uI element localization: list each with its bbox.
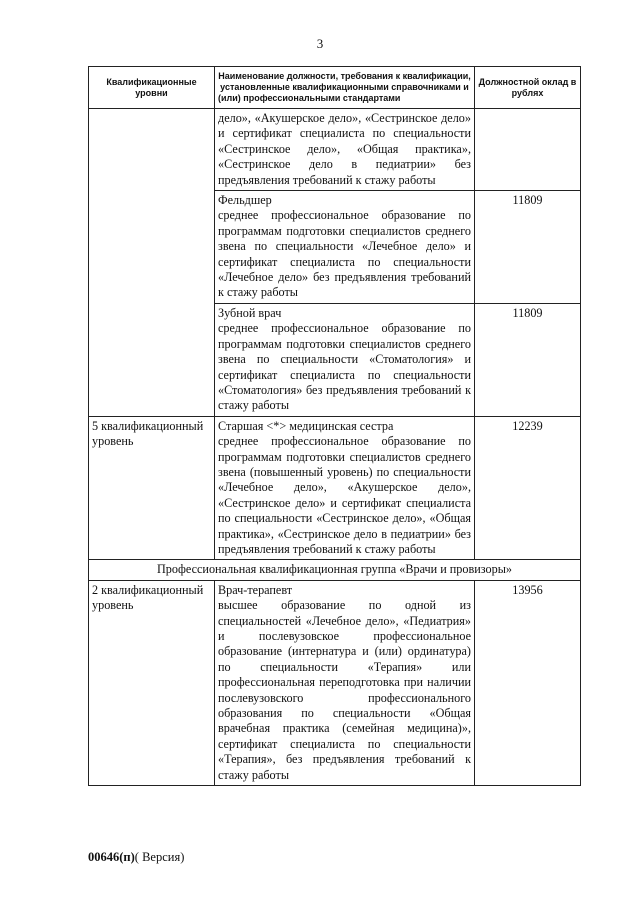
position-requirements: высшее образование по одной из специальностей «Лечебное дело», «Педиатрия» и послевузовское профессиональное образование (интернатура и (или) ординатура) по специальности «Терапия» или профессиональная переподготовка при наличии послевузовского профессионального образования по специальности «Общая врачебная практика (семейная медицина)», сертификат специалиста по специальности «Терапия», без предъявления требований к стажу работы [218, 598, 471, 782]
position-requirements: среднее профессиональное образование по программам подготовки специалистов среднего звена по специальности «Лечебное дело» и сертификат специалиста по специальности «Лечебное дело» без предъявления требований к стажу работы [218, 208, 471, 300]
salary-value: 13956 [475, 580, 581, 785]
position-title: Зубной врач [218, 305, 282, 320]
position-requirements: среднее профессиональное образование по программам подготовки специалистов среднего звена (повышенный уровень) по специальности «Лечебное дело», «Акушерское дело», «Сестринское дело» и сертификат специалиста по специальности «Сестринское дело», «Общая практика», «Сестринское дело в педиатрии» без предъявления требований к стажу работы [218, 434, 471, 556]
position-title: Врач-терапевт [218, 582, 293, 597]
position-cell [215, 191, 475, 304]
document-footer [88, 850, 184, 865]
salary-value: 11809 [475, 191, 581, 304]
document-version: ( Версия) [134, 850, 185, 864]
salary-cell-empty [475, 109, 581, 191]
position-requirements: среднее профессиональное образование по программам подготовки специалистов среднего звена по специальности «Стоматология» и сертификат специалиста по специальности «Стоматология» без предъявления требований к стажу работы [218, 321, 471, 413]
position-cell [215, 580, 475, 785]
header-salary: Должностной оклад в рублях [475, 67, 581, 109]
continuation-cell: дело», «Акушерское дело», «Сестринское дело» и сертификат специалиста по специальности «Сестринское дело», «Общая практика», «Сестринское дело в педиатрии» без предъявления требований к стажу работы [215, 109, 475, 191]
group-title: Профессиональная квалификационная группа «Врачи и провизоры» [89, 560, 581, 580]
level-cell-empty [89, 109, 215, 417]
position-cell [215, 303, 475, 416]
group-row [89, 560, 581, 580]
table-row [89, 580, 581, 785]
salary-value: 11809 [475, 303, 581, 416]
table-row [89, 416, 581, 560]
table-header-row [89, 67, 581, 109]
salary-value: 12239 [475, 416, 581, 560]
header-position-requirements: Наименование должности, требования к квалификации, установленные квалификационными справочниками и (или) профессиональными стандартами [215, 67, 475, 109]
position-cell [215, 416, 475, 560]
position-title: Фельдшер [218, 193, 272, 208]
document-code: 00646(п) [88, 850, 135, 864]
header-qualification-level: Квалификационные уровни [89, 67, 215, 109]
table-row [89, 109, 581, 191]
salary-table [88, 66, 581, 786]
qualification-level: 5 квалификационный уровень [89, 416, 215, 560]
position-title: Старшая <*> медицинская сестра [218, 418, 394, 433]
qualification-level: 2 квалификационный уровень [89, 580, 215, 785]
page-number: 3 [316, 36, 324, 51]
